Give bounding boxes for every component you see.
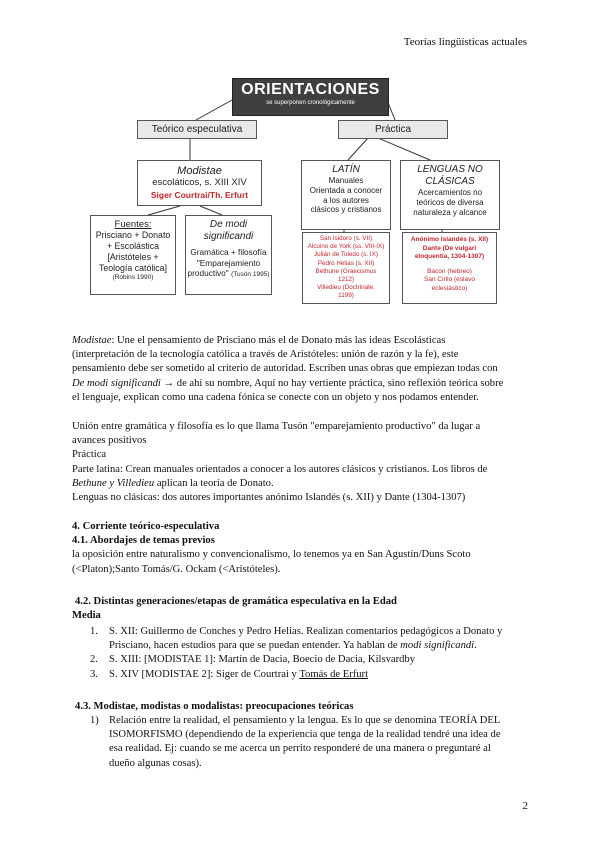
section-42 — [72, 595, 531, 623]
list-item-number: 1) — [90, 715, 99, 726]
lenguas-line1: Acercamientos no — [417, 188, 483, 197]
lenguas-author-5: San Cirilo (eslavo — [424, 276, 475, 283]
s41-line2: (<Platon);Santo Tomás/G. Ockam (<Aristóteles). — [72, 563, 281, 575]
lenguas-title2: CLÁSICAS — [425, 176, 475, 187]
latin-title: LATÍN — [332, 164, 360, 175]
list-item — [90, 714, 528, 771]
demodi-line1: Gramática + filosofía — [190, 247, 267, 257]
list-item-line4: dueño algunas cosas). — [109, 757, 202, 769]
p1-line5: el lenguaje, explican como una cadena fónica se conecte con un objeto y nos podamos entender. — [72, 391, 479, 403]
demodi-title1: De modi — [209, 219, 248, 230]
practica-box — [338, 120, 448, 139]
list-item-line2: ISOMORFISMO (dependiendo de la experiencia que tenga de la realidad tendré una idea de — [109, 729, 501, 741]
lenguas-authors-box — [402, 232, 497, 304]
lenguas-author-4: Bacon (hebreo) — [427, 267, 472, 275]
section-42-title-line1: 4.2. Distintas generaciones/etapas de gramática especulativa en la Edad — [75, 596, 397, 607]
latin-author-3: Julián de Toledo (s. IX) — [314, 251, 378, 259]
fuentes-title: Fuentes: — [114, 219, 152, 230]
p1-line4-italic: De modi significandi — [72, 377, 161, 389]
fuentes-line3: [Aristóteles + — [107, 252, 159, 262]
list-item-number: 1. — [90, 626, 98, 637]
latin-authors-box — [302, 232, 390, 304]
section-43 — [75, 700, 531, 714]
paragraph-modistae — [72, 334, 528, 405]
list-item-number: 2. — [90, 654, 98, 666]
list-item-line1: Relación entre la realidad, el pensamiento y la lengua. Es lo que se denomina TEORÍA DEL — [109, 715, 501, 726]
lenguas-author-6: eclesiástico) — [431, 284, 468, 292]
p3-practica: Práctica — [72, 449, 107, 461]
p4-line1: Parte latina: Crean manuales orientados a conocer a los autores clásicos y cristianos. Los libros de — [72, 463, 488, 475]
running-header: Teorías lingüísticas actuales — [403, 36, 527, 48]
latin-author-2: Alcuino de York (ss. VIII-IX) — [307, 243, 385, 251]
p1-line3: pensamiento debe ser sometido al criterio de autoridad. Escriben unas obras que empiezan todas con — [72, 363, 498, 375]
list-item-line2-italic: modi significandi — [400, 640, 475, 652]
p1-line2: (interpretación de la tecnología católica a través de Aristóteles: unión de razón y la fe), este — [72, 349, 459, 361]
latin-author-4: Pedro Helias (s. XII) — [317, 259, 375, 267]
list-item — [90, 668, 530, 682]
lenguas-line3: naturaleza y alcance — [413, 207, 487, 217]
demodi-line3: productivo" — [187, 268, 229, 278]
demodi-line2: "Emparejamiento — [196, 257, 261, 268]
diagram-title: ORIENTACIONES — [241, 81, 380, 98]
teorico-box — [137, 120, 257, 139]
lenguas-author-2: Dante (De vulgari — [422, 244, 477, 252]
p1-line4: → de ahí su nombre, Aquí no hay vertiente práctica, sino reflexión teórica sobre — [160, 377, 504, 389]
teorico-label: Teórico especulativa — [151, 124, 243, 135]
p1-line1: : Une el pensamiento de Prisciano más el de Donato más las ideas Escolásticas — [111, 335, 446, 346]
practica-label: Práctica — [374, 124, 412, 135]
latin-line4: clásicos y cristianos — [310, 205, 382, 215]
section-42-list — [90, 625, 530, 682]
fuentes-line4: Teología católica] — [99, 263, 167, 273]
latin-author-8: 1199) — [338, 292, 354, 300]
list-item-line1: S. XIII: [MODISTAE 1]: Martín de Dacia, Boecio de Dacia, Kilsvardby — [109, 654, 415, 666]
modistae-line1: escoláticos, s. XIII XIV — [152, 177, 247, 188]
list-item-line1: S. XIV [MODISTAE 2]: Siger de Courtrai y — [109, 668, 300, 680]
fuentes-line1: Prisciano + Donato — [95, 230, 171, 240]
lenguas-author-3: eloquentia, 1304-1307) — [414, 253, 485, 260]
fuentes-line2: + Escolástica — [106, 241, 160, 251]
lenguas-title1: LENGUAS NO — [417, 164, 483, 175]
p4-line2: aplican la teoría de Donato. — [154, 477, 274, 489]
section-43-list — [90, 714, 528, 771]
list-item-line1: S. XII: Guillermo de Conches y Pedro Helias. Realizan comentarios pedagógicos a Donato y — [109, 626, 503, 637]
list-item-line2: Prisciano, hacen estudios para que se puedan entender. Ya hablan de — [109, 640, 401, 652]
page-number: 2 — [522, 800, 528, 812]
fuentes-box — [90, 215, 176, 295]
p5-lenguas: Lenguas no clásicas: dos autores importantes anónimo Islandés (s. XII) y Dante (1304-1307) — [72, 492, 466, 504]
lenguas-box — [400, 160, 500, 230]
demodi-title2: significandi — [203, 231, 254, 242]
section-4 — [72, 520, 528, 577]
modistae-line2: Siger Courtrai/Th. Erfurt — [150, 190, 249, 200]
p2-line2: avances positivos — [72, 435, 147, 447]
s41-line1: la oposición entre naturalismo y convencionalismo, lo tenemos ya en San Agustín/Duns Scoto — [72, 549, 471, 561]
section-43-title: 4.3. Modistae, modistas o modalistas: preocupaciones teóricas — [75, 701, 354, 712]
paragraph-union — [72, 420, 528, 505]
list-item-underlined: Tomás de Erfurt — [299, 668, 369, 680]
diagram-subtitle: se superponen cronológicamente — [266, 100, 355, 106]
modistae-title: Modistae — [177, 165, 222, 177]
demodi-ref: (Tusón 1995) — [231, 271, 270, 278]
latin-line2: Orientada a conocer — [309, 185, 383, 195]
fuentes-ref: (Robins 1990) — [112, 274, 154, 281]
latin-author-1: San Isidoro (s. VII) — [319, 235, 373, 242]
list-item-number: 3. — [90, 668, 98, 680]
list-item-line3: esa realidad. Ej: cuando se me acerca un perrito responderé de una manera o preguntaré al — [109, 743, 491, 755]
p4-line2-italic: Bethune y Villedieu — [72, 477, 155, 489]
latin-line3: a los autores — [323, 195, 369, 205]
latin-box — [301, 160, 391, 230]
section-4-title: 4. Corriente teórico-especulativa — [72, 521, 220, 532]
latin-author-7: Villedieu (Doctrinale, — [317, 284, 375, 292]
p2-line1: Unión entre gramática y filosofía es lo que llama Tusón "emparejamiento productivo" da lugar a — [72, 421, 481, 432]
list-item — [90, 653, 530, 667]
lenguas-line2: teóricos de diversa — [416, 197, 484, 207]
section-42-title-line2: Media — [72, 610, 101, 622]
modistae-lead: Modistae — [72, 335, 112, 346]
list-item — [90, 625, 530, 653]
latin-author-5: Bethune (Graecismus — [315, 267, 377, 275]
list-item-line2-end: . — [474, 640, 477, 652]
section-41-title: 4.1. Abordajes de temas previos — [72, 535, 215, 547]
demodi-box — [185, 215, 272, 295]
latin-line1: Manuales — [328, 176, 364, 185]
latin-author-6: 1212) — [337, 276, 355, 284]
modistae-box — [137, 160, 262, 206]
lenguas-author-1: Anónimo Islandés (s. XII) — [410, 236, 489, 243]
